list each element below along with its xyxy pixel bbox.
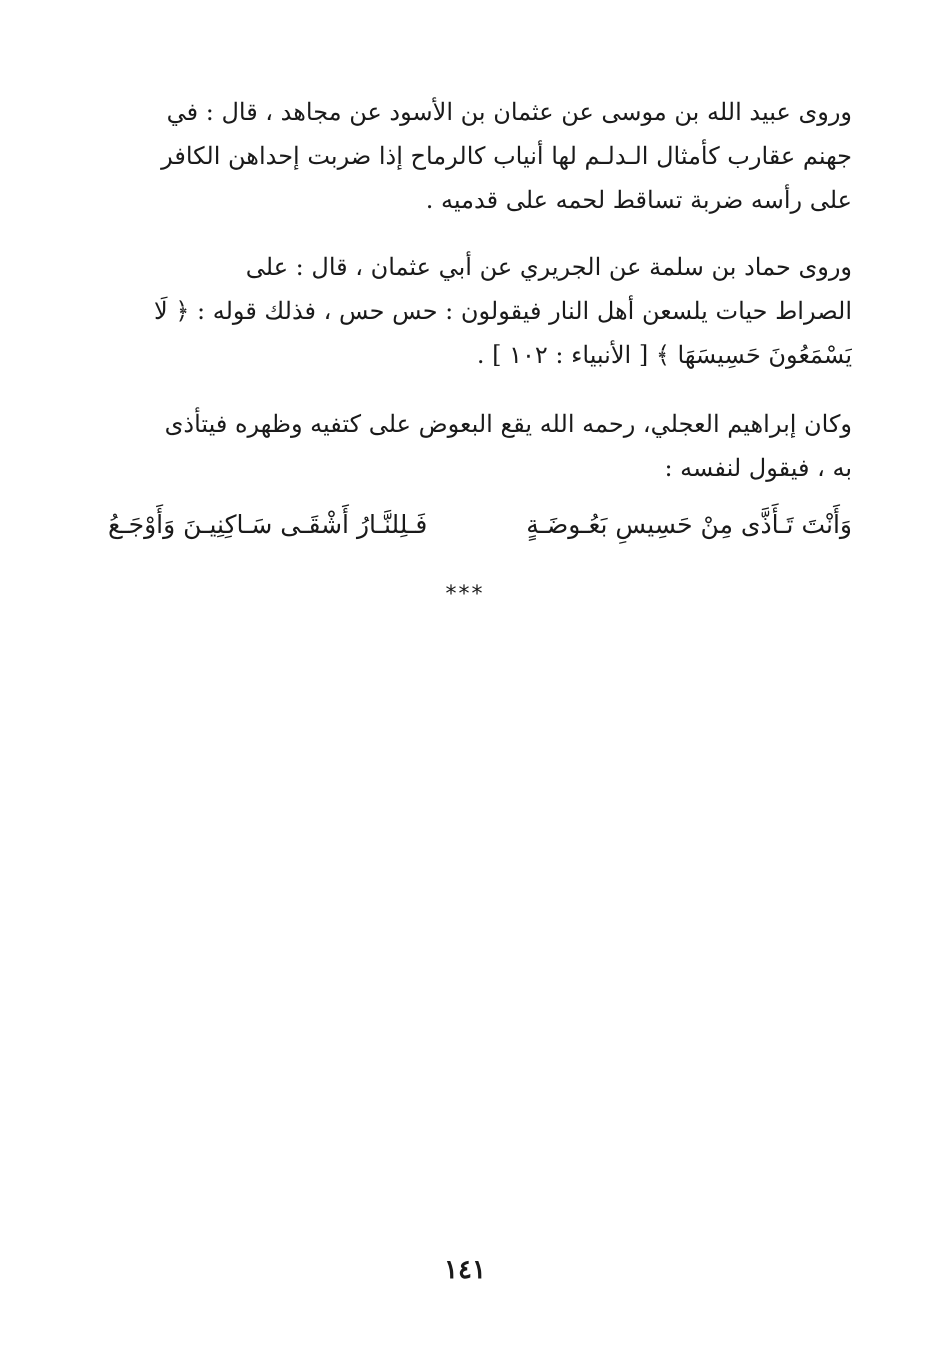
paragraph-1 <box>100 90 852 222</box>
paragraph-line: به ، فيقول لنفسه : <box>664 454 852 482</box>
poetry-verse <box>100 500 852 550</box>
paragraph-line: يَسْمَعُونَ حَسِيسَهَا ﴾ [ الأنبياء : ١٠٢ ] . <box>476 341 852 369</box>
verse-second-hemistich: فَـلِلنَّـارُ أَشْقَـى سَـاكِنِيـنَ وَأَوْجَـعُ <box>108 510 428 539</box>
paragraph-line: وكان إبراهيم العجلي، رحمه الله يقع البعوض على كتفيه وظهره فيتأذى <box>164 410 852 438</box>
paragraph-line: جهنم عقارب كأمثال الـدلـم لها أنياب كالرماح إذا ضربت إحداهن الكافر <box>161 142 852 170</box>
paragraph-line: وروى عبيد الله بن موسى عن عثمان بن الأسود عن مجاهد ، قال : في <box>166 98 852 126</box>
verse-first-hemistich: وَأَنْتَ تَـأَذَّى مِنْ حَسِيسِ بَعُـوضَـةٍ <box>526 510 852 539</box>
paragraph-2 <box>100 245 852 377</box>
page-number: ١٤١ <box>444 1255 486 1285</box>
paragraph-line: وروى حماد بن سلمة عن الجريري عن أبي عثمان ، قال : على <box>245 253 852 281</box>
paragraph-line: الصراط حيات يلسعن أهل النار فيقولون : حس حس ، فذلك قوله : ﴿ لَا <box>154 297 852 325</box>
paragraph-3 <box>100 402 852 490</box>
section-separator: *** <box>445 582 485 607</box>
paragraph-line: على رأسه ضربة تساقط لحمه على قدميه . <box>425 186 852 214</box>
